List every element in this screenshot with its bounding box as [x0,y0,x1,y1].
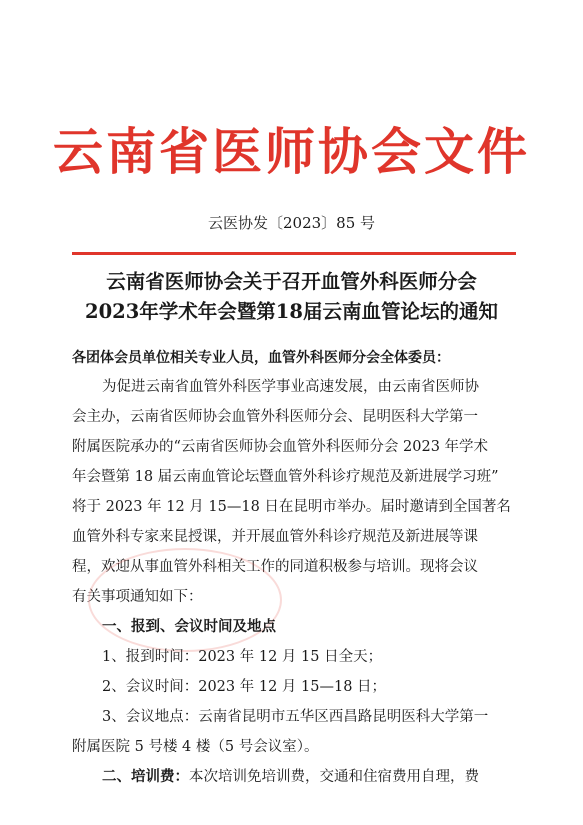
body-line: 为促进云南省血管外科医学事业高速发展，由云南省医师协 [102,379,479,395]
red-divider [72,252,516,255]
section-1-item: 3、会议地点：云南省昆明市五华区西昌路昆明医科大学第一 [102,709,489,725]
letterhead-title: 云南省医师协会文件 [53,122,530,181]
section-1-item: 2、会议时间：2023 年 12 月 15—18 日； [102,679,387,695]
document-number: 云医协发〔2023〕85 号 [207,214,376,232]
notice-title-line-1: 云南省医师协会关于召开血管外科医师分会 [106,270,477,293]
section-2-heading: 二、培训费： [102,768,189,785]
body-line: 有关事项通知如下： [72,589,203,605]
body-line: 年会暨第 18 届云南血管论坛暨血管外科诊疗规范及新进展学习班” [72,469,499,485]
section-2-line [102,767,479,787]
body-line: 血管外科专家来昆授课，并开展血管外科诊疗规范及新进展等课 [72,529,478,545]
section-1-heading: 一、报到、会议时间及地点 [102,618,276,635]
section-2-text: 本次培训免培训费，交通和住宿费用自理，费 [189,769,479,785]
section-1-item: 1、报到时间：2023 年 12 月 15 日全天； [102,649,383,665]
salutation: 各团体会员单位相关专业人员，血管外科医师分会全体委员： [72,350,450,366]
body-line: 程，欢迎从事血管外科相关工作的同道积极参与培训。现将会议 [72,559,478,575]
section-1-item: 附属医院 5 号楼 4 楼（5 号会议室）。 [72,739,319,755]
body-line: 附属医院承办的“云南省医师协会血管外科医师分会 2023 年学术 [72,439,489,455]
body-line: 将于 2023 年 12 月 15—18 日在昆明市举办。届时邀请到全国著名 [72,499,511,515]
body-line: 会主办，云南省医师协会血管外科医师分会、昆明医科大学第一 [72,409,478,425]
notice-title-line-2: 2023年学术年会暨第18届云南血管论坛的通知 [85,300,498,323]
